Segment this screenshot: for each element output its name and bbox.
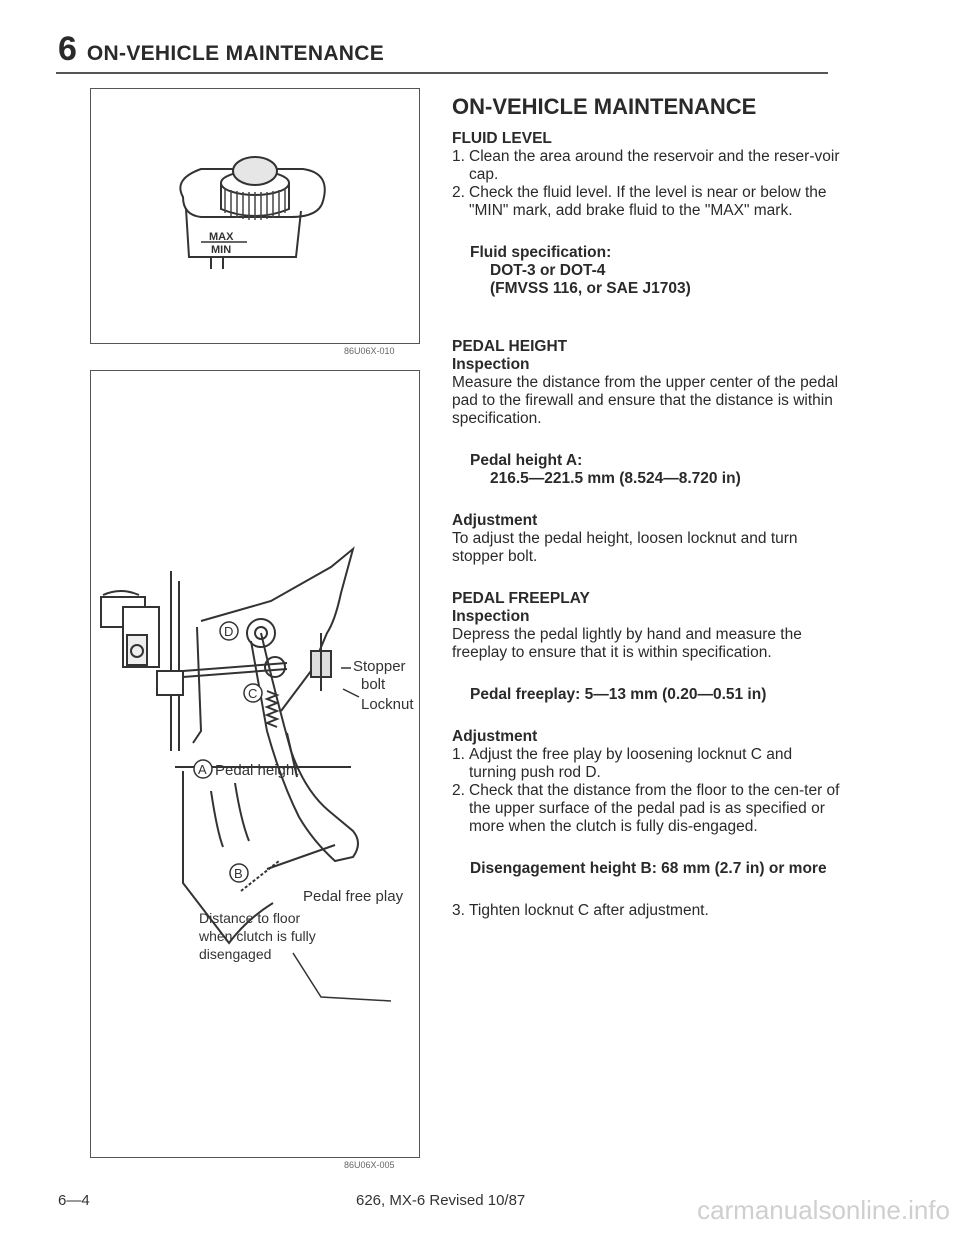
pedal-height-adjustment-heading: Adjustment [452, 512, 538, 529]
label-bolt: bolt [361, 676, 386, 693]
fluid-level-heading: FLUID LEVEL [452, 130, 552, 147]
pedal-freeplay-spec: Pedal freeplay: 5—13 mm (0.20—0.51 in) [470, 686, 767, 703]
label-c: C [248, 686, 258, 701]
pedal-height-spec-value: 216.5—221.5 mm (8.524—8.720 in) [490, 470, 741, 487]
pedal-height-inspection-heading: Inspection [452, 356, 530, 373]
watermark: carmanualsonline.info [697, 1195, 950, 1225]
page-number: 6—4 [58, 1192, 90, 1209]
label-locknut: Locknut [361, 696, 414, 713]
label-a: A [198, 762, 207, 777]
fluid-spec-value-1: DOT-3 or DOT-4 [490, 262, 606, 279]
list-item: 3. Tighten locknut C after adjustment. [452, 902, 709, 919]
footer-model: 626, MX-6 Revised 10/87 [356, 1192, 526, 1209]
fluid-spec [470, 244, 840, 298]
pedal-freeplay-inspection-text: Depress the pedal lightly by hand and measure the freeplay to ensure that it is within specification. [452, 626, 802, 661]
label-distance-line3: disengaged [199, 946, 272, 962]
pedal-illustration [91, 371, 419, 1157]
disengagement-spec: Disengagement height B: 68 mm (2.7 in) or more [470, 860, 827, 877]
pedal-figure [90, 370, 420, 1158]
pedal-height-spec [470, 452, 840, 488]
pedal-freeplay-step3 [452, 902, 840, 920]
pedal-figure-code: 86U06X-005 [344, 1160, 395, 1170]
reservoir-illustration [91, 89, 419, 343]
label-pedal-height: Pedal height [215, 762, 299, 779]
main-text-column [452, 94, 840, 920]
pedal-freeplay-inspection-heading: Inspection [452, 608, 530, 625]
label-distance-line2: when clutch is fully [199, 928, 316, 944]
fluid-spec-label: Fluid specification: [470, 244, 612, 261]
fluid-level-steps [452, 148, 840, 220]
section-title: ON-VEHICLE MAINTENANCE [452, 94, 757, 119]
header-rule [56, 72, 828, 74]
list-item: 2. Check the fluid level. If the level is near or below the "MIN" mark, add brake fluid to the "MAX" mark. [452, 184, 827, 219]
fluid-spec-value-2: (FMVSS 116, or SAE J1703) [490, 280, 691, 297]
reservoir-figure [90, 88, 420, 344]
list-item: 1. Adjust the free play by loosening locknut C and turning push rod D. [452, 746, 793, 781]
pedal-height-spec-label: Pedal height A: [470, 452, 583, 469]
pedal-height-heading: PEDAL HEIGHT [452, 338, 568, 355]
label-d: D [224, 624, 234, 639]
label-distance-line1: Distance to floor [199, 910, 301, 926]
pedal-height-inspection-text: Measure the distance from the upper center of the pedal pad to the firewall and ensure that the distance is within specification. [452, 374, 839, 427]
label-stopper: Stopper [353, 658, 406, 675]
label-b: B [234, 866, 243, 881]
page-header [58, 30, 384, 69]
label-pedal-free-play: Pedal free play [303, 888, 404, 905]
pedal-freeplay-adjustment-heading: Adjustment [452, 728, 538, 745]
pedal-freeplay-steps [452, 746, 840, 836]
reservoir-max-label: MAX [209, 231, 234, 243]
pedal-height-adjustment-text: To adjust the pedal height, loosen locknut and turn stopper bolt. [452, 530, 798, 565]
reservoir-min-label: MIN [211, 244, 232, 256]
chapter-number: 6 [58, 30, 77, 68]
list-item: 2. Check that the distance from the floor to the cen-ter of the upper surface of the pedal pad is as specified or more when the clutch is fully dis-engaged. [452, 782, 840, 835]
chapter-title: ON-VEHICLE MAINTENANCE [86, 42, 385, 65]
list-item: 1. Clean the area around the reservoir and the reser-voir cap. [452, 148, 840, 183]
reservoir-figure-code: 86U06X-010 [344, 346, 395, 356]
pedal-freeplay-heading: PEDAL FREEPLAY [452, 590, 590, 607]
